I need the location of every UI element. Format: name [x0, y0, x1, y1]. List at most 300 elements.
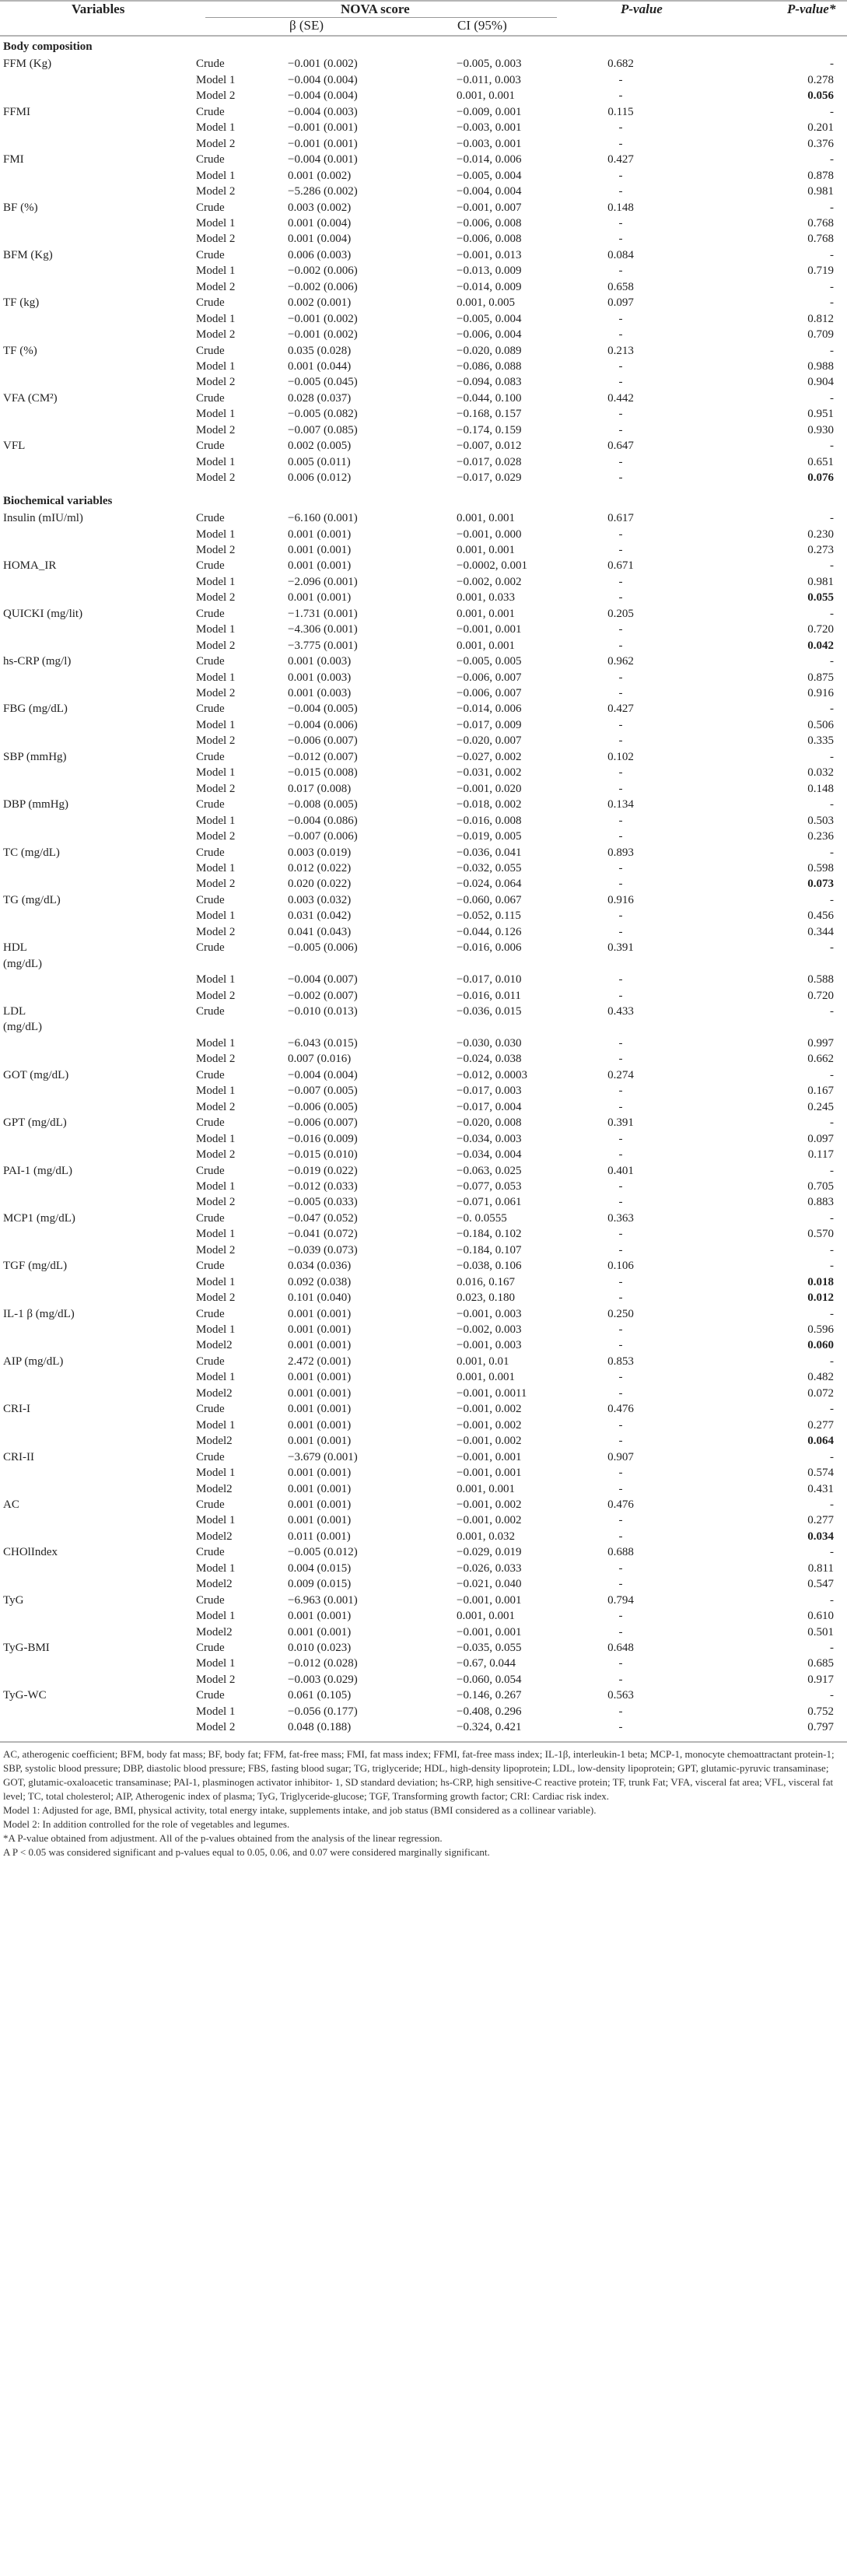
beta-se-value: −0.010 (0.013)	[288, 1005, 358, 1018]
beta-se-value: 0.001 (0.001)	[288, 1625, 352, 1638]
model-label: Model 1	[196, 1657, 236, 1670]
p-value-adjusted: 0.056	[807, 89, 834, 103]
model-label: Model 1	[196, 312, 236, 325]
model-label: Model 2	[196, 137, 236, 150]
beta-se-value: 0.001 (0.004)	[288, 216, 352, 230]
ci-value: −0.006, 0.004	[457, 328, 522, 342]
ci-value: −0.001, 0.002	[457, 1418, 522, 1432]
model-label: Model 1	[196, 623, 236, 636]
p-value: 0.442	[607, 391, 634, 405]
model-label: Model 1	[196, 861, 236, 874]
beta-se-value: 0.061 (0.105)	[288, 1689, 352, 1702]
p-value: 0.853	[607, 1355, 634, 1368]
model-label: Crude	[196, 1450, 225, 1463]
p-value-adjusted: 0.376	[807, 137, 834, 150]
ci-value: −0.011, 0.003	[457, 73, 521, 86]
p-value: -	[618, 1578, 623, 1591]
p-value: -	[618, 989, 623, 1002]
beta-se-value: −0.056 (0.177)	[288, 1705, 358, 1718]
model-label: Model2	[196, 1530, 233, 1543]
ci-value: −0.060, 0.054	[457, 1673, 522, 1686]
ci-value: 0.001, 0.001	[457, 1371, 515, 1384]
ci-value: −0.174, 0.159	[457, 423, 522, 436]
header-rule	[0, 35, 847, 37]
model-label: Crude	[196, 391, 225, 405]
variable-name: hs-CRP (mg/l)	[3, 655, 72, 668]
variable-name: TyG	[3, 1593, 24, 1607]
p-value-adjusted: 0.273	[807, 543, 834, 556]
ci-value: −0.014, 0.009	[457, 280, 522, 293]
model-label: Model 2	[196, 1721, 236, 1734]
model-label: Model 1	[196, 1418, 236, 1432]
ci-value: 0.001, 0.001	[457, 543, 515, 556]
p-value: -	[618, 1228, 623, 1241]
beta-se-value: 0.001 (0.001)	[288, 1435, 352, 1448]
ci-value: −0. 0.0555	[457, 1211, 507, 1225]
ci-value: −0.060, 0.067	[457, 893, 522, 906]
beta-se-value: −0.012 (0.033)	[288, 1179, 358, 1193]
beta-se-value: −6.963 (0.001)	[288, 1593, 358, 1607]
beta-se-value: 0.035 (0.028)	[288, 344, 352, 357]
beta-se-value: 0.028 (0.037)	[288, 391, 352, 405]
section-title: Body composition	[3, 40, 93, 53]
ci-value: −0.001, 0.003	[457, 1339, 522, 1352]
ci-value: −0.021, 0.040	[457, 1578, 522, 1591]
p-value: 0.617	[607, 512, 634, 525]
beta-se-value: 0.002 (0.005)	[288, 440, 352, 453]
model-label: Model 2	[196, 1243, 236, 1256]
variable-name: IL-1 β (mg/dL)	[3, 1307, 75, 1320]
beta-se-value: −0.007 (0.006)	[288, 830, 358, 843]
p-value: -	[618, 1482, 623, 1495]
p-value-adjusted: 0.768	[807, 233, 834, 246]
p-value-adjusted: 0.951	[807, 408, 834, 421]
p-value: -	[618, 639, 623, 652]
ci-value: −0.006, 0.007	[457, 671, 522, 684]
beta-se-value: 0.003 (0.002)	[288, 201, 352, 214]
p-value: -	[618, 1561, 623, 1575]
p-value: -	[618, 591, 623, 605]
model-label: Model 2	[196, 925, 236, 938]
p-value: -	[618, 1514, 623, 1527]
model-label: Model 1	[196, 1036, 236, 1050]
p-value: -	[618, 1243, 623, 1256]
beta-se-value: 0.092 (0.038)	[288, 1275, 352, 1288]
ci-value: −0.036, 0.015	[457, 1005, 522, 1018]
beta-se-value: 0.001 (0.001)	[288, 1323, 352, 1336]
model-label: Model 2	[196, 328, 236, 342]
p-value: 0.688	[607, 1546, 634, 1559]
p-value-adjusted: -	[830, 846, 834, 859]
p-value-adjusted: 0.482	[807, 1371, 834, 1384]
model-label: Model 1	[196, 1371, 236, 1384]
p-value-adjusted: 0.042	[807, 639, 834, 652]
p-value-adjusted: -	[830, 1116, 834, 1130]
p-value-adjusted: 0.662	[807, 1053, 834, 1066]
p-value: -	[618, 909, 623, 923]
beta-se-value: −0.001 (0.002)	[288, 58, 358, 71]
ci-value: 0.001, 0.001	[457, 89, 515, 103]
model-label: Model 2	[196, 830, 236, 843]
ci-value: −0.017, 0.029	[457, 471, 522, 485]
model-label: Model2	[196, 1578, 233, 1591]
p-value: -	[618, 423, 623, 436]
variable-name: TyG-BMI	[3, 1642, 50, 1654]
model-label: Model 1	[196, 527, 236, 541]
beta-se-value: 0.017 (0.008)	[288, 782, 352, 795]
beta-se-value: −0.001 (0.002)	[288, 328, 358, 342]
ci-value: −0.006, 0.008	[457, 233, 522, 246]
model-label: Model 2	[196, 878, 236, 891]
p-value-adjusted: -	[830, 750, 834, 763]
model-label: Model 2	[196, 1673, 236, 1686]
p-value-adjusted: -	[830, 296, 834, 310]
p-value: -	[618, 1705, 623, 1718]
variable-name: MCP1 (mg/dL)	[3, 1211, 75, 1225]
ci-value: −0.020, 0.089	[457, 344, 522, 357]
p-value: 0.916	[607, 893, 634, 906]
beta-se-value: 0.006 (0.012)	[288, 471, 352, 485]
p-value-adjusted: -	[830, 344, 834, 357]
model-label: Model 1	[196, 408, 236, 421]
variable-name: AIP (mg/dL)	[3, 1355, 64, 1368]
beta-se-value: −0.007 (0.005)	[288, 1085, 358, 1098]
p-value: -	[618, 1721, 623, 1734]
variable-name: VFA (CM²)	[3, 391, 58, 405]
beta-se-value: −0.005 (0.006)	[288, 941, 358, 955]
ci-value: −0.017, 0.004	[457, 1100, 522, 1113]
header-variables: Variables	[72, 2, 125, 16]
variable-unit: (mg/dL)	[3, 1021, 42, 1034]
beta-se-value: −1.731 (0.001)	[288, 607, 358, 620]
p-value: -	[618, 830, 623, 843]
p-value: 0.134	[607, 798, 634, 811]
beta-se-value: 0.001 (0.001)	[288, 1339, 352, 1352]
top-rule	[0, 0, 847, 2]
p-value: 0.106	[607, 1260, 634, 1273]
model-label: Model 2	[196, 639, 236, 652]
model-label: Model 1	[196, 1132, 236, 1145]
p-value-adjusted: -	[830, 201, 834, 214]
p-value: -	[618, 312, 623, 325]
p-value: -	[618, 973, 623, 987]
beta-se-value: −0.002 (0.007)	[288, 989, 358, 1002]
ci-value: 0.001, 0.001	[457, 512, 515, 525]
p-value-adjusted: 0.064	[807, 1435, 834, 1448]
model-label: Model 1	[196, 814, 236, 827]
p-value-adjusted: 0.797	[807, 1721, 834, 1734]
model-label: Model 2	[196, 1100, 236, 1113]
p-value: -	[618, 1673, 623, 1686]
model-label: Crude	[196, 703, 225, 716]
model-label: Crude	[196, 750, 225, 763]
p-value-adjusted: 0.988	[807, 360, 834, 373]
ci-value: −0.017, 0.028	[457, 455, 522, 468]
beta-se-value: −0.004 (0.005)	[288, 703, 358, 716]
ci-value: −0.006, 0.008	[457, 216, 522, 230]
beta-se-value: −6.043 (0.015)	[288, 1036, 358, 1050]
ci-value: −0.184, 0.102	[457, 1228, 522, 1241]
model-label: Model 2	[196, 471, 236, 485]
beta-se-value: −0.006 (0.007)	[288, 734, 358, 748]
p-value-adjusted: -	[830, 1307, 834, 1320]
p-value: -	[618, 376, 623, 389]
p-value-adjusted: 0.916	[807, 687, 834, 699]
p-value-adjusted: -	[830, 1005, 834, 1018]
beta-se-value: 0.001 (0.001)	[288, 1467, 352, 1480]
beta-se-value: −0.004 (0.007)	[288, 973, 358, 987]
p-value-adjusted: 0.596	[807, 1323, 834, 1336]
model-label: Model 2	[196, 423, 236, 436]
p-value: 0.682	[607, 58, 634, 71]
beta-se-value: −0.002 (0.006)	[288, 265, 358, 278]
variable-name: LDL	[3, 1005, 26, 1018]
p-value-adjusted: 0.981	[807, 575, 834, 588]
beta-se-value: −0.004 (0.004)	[288, 89, 358, 103]
model-label: Model 1	[196, 1705, 236, 1718]
p-value: -	[618, 1339, 623, 1352]
beta-se-value: −0.005 (0.082)	[288, 408, 358, 421]
model-label: Model 1	[196, 216, 236, 230]
p-value-adjusted: 0.012	[807, 1292, 834, 1305]
model-label: Model 2	[196, 989, 236, 1002]
section-title: Biochemical variables	[3, 494, 113, 507]
beta-se-value: −3.679 (0.001)	[288, 1450, 358, 1463]
p-value: -	[618, 1085, 623, 1098]
model-label: Crude	[196, 1403, 225, 1416]
variable-name: FMI	[3, 153, 24, 166]
p-value: 0.427	[607, 703, 634, 716]
p-value: 0.274	[607, 1068, 634, 1081]
model-label: Model2	[196, 1435, 233, 1448]
p-value: -	[618, 265, 623, 278]
model-label: Crude	[196, 1355, 225, 1368]
model-label: Model 1	[196, 121, 236, 135]
model-label: Model 1	[196, 73, 236, 86]
beta-se-value: 0.006 (0.003)	[288, 248, 352, 261]
p-value-adjusted: 0.812	[807, 312, 834, 325]
p-value-adjusted: 0.685	[807, 1657, 834, 1670]
p-value-adjusted: -	[830, 941, 834, 955]
beta-se-value: −0.016 (0.009)	[288, 1132, 358, 1145]
model-label: Crude	[196, 1260, 225, 1273]
ci-value: −0.032, 0.055	[457, 861, 522, 874]
model-label: Crude	[196, 1642, 225, 1654]
ci-value: −0.029, 0.019	[457, 1546, 522, 1559]
ci-value: −0.001, 0.001	[457, 1593, 522, 1607]
beta-se-value: −0.005 (0.045)	[288, 376, 358, 389]
ci-value: −0.001, 0.001	[457, 1625, 522, 1638]
variable-name: TyG-WC	[3, 1689, 47, 1702]
p-value-adjusted: 0.904	[807, 376, 834, 389]
model-label: Model 2	[196, 89, 236, 103]
p-value: -	[618, 89, 623, 103]
ci-value: −0.017, 0.009	[457, 718, 522, 731]
model-label: Model 1	[196, 360, 236, 373]
variable-name: FFM (Kg)	[3, 58, 52, 71]
p-value: -	[618, 169, 623, 182]
p-value-adjusted: 0.277	[807, 1514, 834, 1527]
beta-se-value: 0.048 (0.188)	[288, 1721, 352, 1734]
beta-se-value: −0.001 (0.001)	[288, 121, 358, 135]
header-beta-se: β (SE)	[289, 18, 324, 33]
p-value: 0.205	[607, 607, 634, 620]
p-value: -	[618, 1292, 623, 1305]
ci-value: 0.001, 0.01	[457, 1355, 509, 1368]
model-label: Model2	[196, 1482, 233, 1495]
model-label: Crude	[196, 607, 225, 620]
model-label: Model 1	[196, 1179, 236, 1193]
beta-se-value: −0.015 (0.008)	[288, 766, 358, 780]
ci-value: −0.001, 0.0011	[457, 1386, 527, 1400]
model-label: Crude	[196, 296, 225, 310]
ci-value: −0.324, 0.421	[457, 1721, 522, 1734]
ci-value: −0.038, 0.106	[457, 1260, 522, 1273]
p-value-adjusted: 0.547	[807, 1578, 834, 1591]
p-value-adjusted: -	[830, 1068, 834, 1081]
model-label: Model2	[196, 1339, 233, 1352]
ci-value: −0.168, 0.157	[457, 408, 522, 421]
p-value-adjusted: 0.148	[807, 782, 834, 795]
p-value: 0.148	[607, 201, 634, 214]
p-value: -	[618, 671, 623, 684]
beta-se-value: 0.001 (0.002)	[288, 169, 352, 182]
p-value-adjusted: 0.875	[807, 671, 834, 684]
p-value: -	[618, 1371, 623, 1384]
p-value-adjusted: 0.167	[807, 1085, 834, 1098]
p-value: 0.794	[607, 1593, 634, 1607]
p-value: 0.648	[607, 1642, 634, 1654]
p-value-adjusted: -	[830, 153, 834, 166]
p-value-adjusted: 0.574	[807, 1467, 834, 1480]
p-value-adjusted: -	[830, 105, 834, 118]
ci-value: −0.014, 0.006	[457, 703, 522, 716]
p-value-adjusted: 0.117	[807, 1148, 834, 1162]
model-label: Model2	[196, 1386, 233, 1400]
model-label: Crude	[196, 846, 225, 859]
variable-name: GOT (mg/dL)	[3, 1068, 69, 1081]
beta-se-value: 0.002 (0.001)	[288, 296, 352, 310]
beta-se-value: 0.001 (0.001)	[288, 1482, 352, 1495]
p-value: 0.962	[607, 655, 634, 668]
model-label: Crude	[196, 1211, 225, 1225]
header-pvalue: P-value	[621, 2, 663, 16]
p-value: 0.250	[607, 1307, 634, 1320]
p-value: -	[618, 360, 623, 373]
p-value-adjusted: 0.501	[807, 1625, 834, 1638]
variable-name: SBP (mmHg)	[3, 750, 67, 763]
beta-se-value: 0.101 (0.040)	[288, 1292, 352, 1305]
p-value-adjusted: 0.278	[807, 73, 834, 86]
p-value: 0.363	[607, 1211, 634, 1225]
ci-value: −0.001, 0.007	[457, 201, 522, 214]
p-value-adjusted: 0.883	[807, 1196, 834, 1209]
p-value: -	[618, 73, 623, 86]
beta-se-value: −0.004 (0.003)	[288, 105, 358, 118]
model-label: Model 1	[196, 575, 236, 588]
ci-value: −0.408, 0.296	[457, 1705, 522, 1718]
model-label: Model 1	[196, 455, 236, 468]
ci-value: −0.002, 0.003	[457, 1323, 522, 1336]
ci-value: −0.019, 0.005	[457, 830, 522, 843]
ci-value: −0.003, 0.001	[457, 137, 522, 150]
model-label: Model 2	[196, 1196, 236, 1209]
variable-name: AC	[3, 1498, 19, 1511]
beta-se-value: 0.001 (0.001)	[288, 1371, 352, 1384]
p-value: 0.213	[607, 344, 634, 357]
p-value: -	[618, 185, 623, 198]
variable-name: CRI-I	[3, 1403, 30, 1416]
model-label: Model 1	[196, 169, 236, 182]
ci-value: −0.013, 0.009	[457, 265, 522, 278]
ci-value: −0.001, 0.003	[457, 1307, 522, 1320]
variable-name: TF (%)	[3, 344, 37, 357]
beta-se-value: 0.001 (0.004)	[288, 233, 352, 246]
p-value: 0.476	[607, 1403, 634, 1416]
beta-se-value: −0.001 (0.002)	[288, 312, 358, 325]
model-label: Model 1	[196, 1323, 236, 1336]
variable-name: FBG (mg/dL)	[3, 703, 68, 716]
model-label: Crude	[196, 512, 225, 525]
model-label: Crude	[196, 344, 225, 357]
model-label: Model 1	[196, 973, 236, 987]
p-value-adjusted: 0.720	[807, 623, 834, 636]
p-value: 0.391	[607, 941, 634, 955]
p-value-adjusted: 0.997	[807, 1036, 834, 1050]
p-value: 0.476	[607, 1498, 634, 1511]
p-value-adjusted: -	[830, 655, 834, 668]
model-label: Model 1	[196, 1275, 236, 1288]
footnote: AC, atherogenic coefficient; BFM, body fat mass; BF, body fat; FFM, fat-free mass; FMI, fat mass index; FFMI, fat-free mass index; IL-1β, interleukin-1 beta; MCP-1, monocyte chemoattractant protein-1; SBP, systolic blood pressure; DBP, diastolic blood pressure; FBS, fasting blood sugar; TG, triglyceride; HDL, high-density lipoprotein; LDL, low-density lipoprotein; GPT, glutamic-pyruvic transaminase; GOT, glutamic-oxaloacetic transaminase; PAI-1, plasminogen activator inhibitor- 1, SD standard deviation; hs-CRP, high sensitive-C reactive protein; TF, trunk Fat; VFA, visceral fat area; VFL, visceral fat level; TC, total cholesterol; AIP, Atherogenic index of plasma; TyG, Triglyceride-glucose; TGF, Transforming growth factor; CRI: Cardiac risk index.	[3, 1747, 835, 1802]
beta-se-value: −0.004 (0.004)	[288, 73, 358, 86]
model-label: Model 2	[196, 280, 236, 293]
ci-value: −0.020, 0.007	[457, 734, 522, 748]
p-value-adjusted: 0.034	[807, 1530, 834, 1543]
ci-value: −0.027, 0.002	[457, 750, 522, 763]
model-label: Crude	[196, 58, 225, 71]
p-value: 0.647	[607, 440, 634, 453]
ci-value: −0.063, 0.025	[457, 1164, 522, 1177]
p-value: -	[618, 137, 623, 150]
p-value-adjusted: 0.917	[807, 1673, 834, 1686]
beta-se-value: −0.007 (0.085)	[288, 423, 358, 436]
p-value: -	[618, 1100, 623, 1113]
p-value: -	[618, 687, 623, 699]
beta-se-value: −0.019 (0.022)	[288, 1164, 358, 1177]
p-value: -	[618, 1275, 623, 1288]
p-value: -	[618, 543, 623, 556]
p-value-adjusted: 0.060	[807, 1339, 834, 1352]
p-value: -	[618, 328, 623, 342]
p-value-adjusted: 0.097	[807, 1132, 834, 1145]
ci-value: −0.044, 0.100	[457, 391, 522, 405]
p-value: -	[618, 1132, 623, 1145]
p-value: -	[618, 1610, 623, 1623]
p-value: -	[618, 233, 623, 246]
model-label: Crude	[196, 1116, 225, 1130]
model-label: Model 1	[196, 1467, 236, 1480]
model-label: Model 2	[196, 591, 236, 605]
ci-value: −0.005, 0.004	[457, 169, 522, 182]
p-value-adjusted: -	[830, 1689, 834, 1702]
beta-se-value: 0.001 (0.001)	[288, 527, 352, 541]
variable-name: BF (%)	[3, 201, 38, 214]
ci-value: −0.044, 0.126	[457, 925, 522, 938]
model-label: Crude	[196, 440, 225, 453]
p-value-adjusted: 0.930	[807, 423, 834, 436]
p-value-adjusted: 0.705	[807, 1179, 834, 1193]
p-value-adjusted: -	[830, 559, 834, 573]
